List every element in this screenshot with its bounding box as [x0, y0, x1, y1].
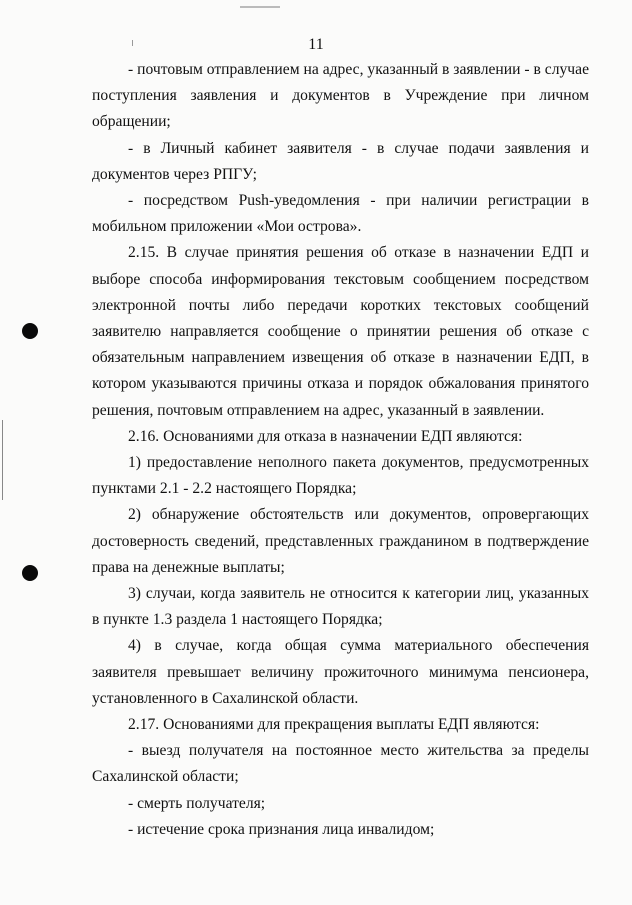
paragraph: 3) случаи, когда заявитель не относится к категории лиц, указанных в пункте 1.3 раздела 1 настоящего Порядка;: [92, 585, 589, 629]
document-body: [92, 57, 589, 843]
paragraph: - почтовым отправлением на адрес, указанный в заявлении - в случае поступления заявления и документов в Учреждение при личном обращении;: [92, 61, 589, 131]
paragraph: 2.15. В случае принятия решения об отказе в назначении ЕДП и выборе способа информирования текстовым сообщением посредством электронной почты либо передачи коротких текстовых сообщений заявителю направляется сообщение о принятии решения об отказе с обязательным направлением извещения об отказе в назначении ЕДП, в котором указываются причины отказа и порядок обжалования принятого решения, почтовым отправлением на адрес, указанный в заявлении.: [92, 244, 589, 419]
paragraph: 2.16. Основаниями для отказа в назначении ЕДП являются:: [128, 427, 523, 445]
paragraph: 2.17. Основаниями для прекращения выплаты ЕДП являются:: [128, 716, 540, 734]
paragraph: - истечение срока признания лица инвалидом;: [128, 820, 435, 838]
paragraph: 2) обнаружение обстоятельств или документов, опровергающих достоверность сведений, представленных гражданином в подтверждение права на денежные выплаты;: [92, 506, 589, 576]
punch-hole: [22, 565, 38, 581]
page-number: 11: [308, 36, 324, 53]
paragraph: 4) в случае, когда общая сумма материального обеспечения заявителя превышает величину прожиточного минимума пенсионера, установленного в Сахалинской области.: [92, 637, 589, 707]
scan-edge-line: [2, 420, 3, 500]
scan-speck: [240, 6, 280, 8]
paragraph: - в Личный кабинет заявителя - в случае подачи заявления и документов через РПГУ;: [92, 139, 589, 183]
punch-hole: [22, 323, 38, 339]
paragraph: - смерть получателя;: [128, 794, 266, 812]
paragraph: 1) предоставление неполного пакета документов, предусмотренных пунктами 2.1 - 2.2 настоящего Порядка;: [92, 454, 589, 498]
paragraph: - посредством Push-уведомления - при наличии регистрации в мобильном приложении «Мои острова».: [92, 192, 589, 236]
paragraph: - выезд получателя на постоянное место жительства за пределы Сахалинской области;: [92, 742, 589, 786]
